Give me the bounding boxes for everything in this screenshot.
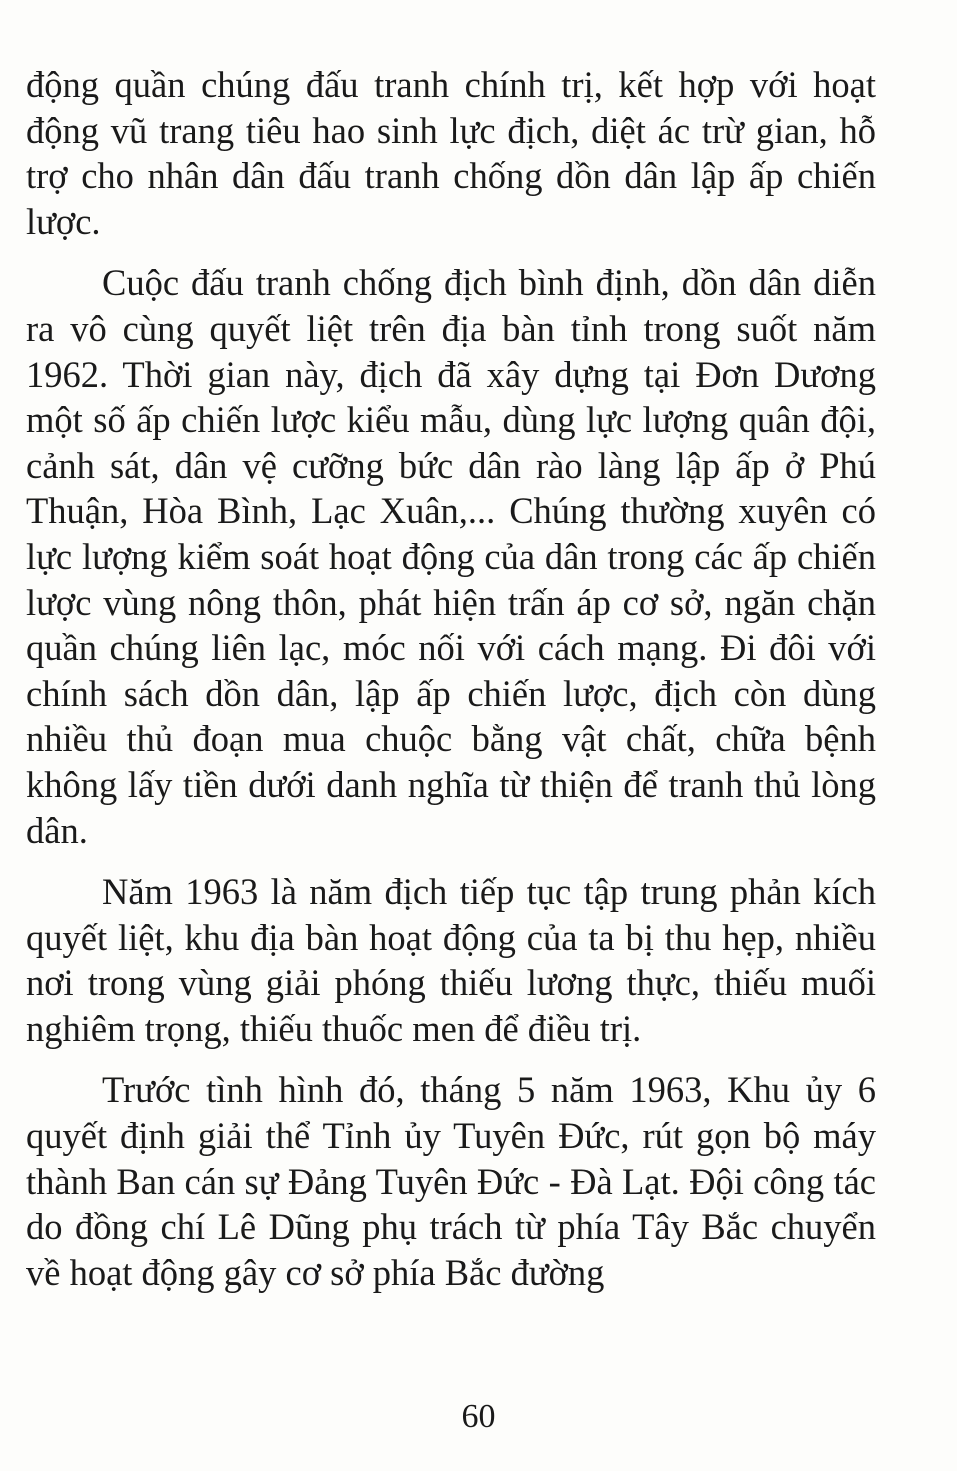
- page-number: 60: [461, 1398, 496, 1435]
- body-text: [26, 62, 876, 1295]
- paragraph-2: Cuộc đấu tranh chống địch bình định, dồn dân diễn ra vô cùng quyết liệt trên địa bàn tỉnh trong suốt năm 1962. Thời gian này, địch đã xây dựng tại Đơn Dương một số ấp chiến lược kiểu mẫu, dùng lực lượng quân đội, cảnh sát, dân vệ cưỡng bức dân rào làng lập ấp ở Phú Thuận, Hòa Bình, Lạc Xuân,... Chúng thường xuyên có lực lượng kiểm soát hoạt động của dân trong các ấp chiến lược vùng nông thôn, phát hiện trấn áp cơ sở, ngăn chặn quần chúng liên lạc, móc nối với cách mạng. Đi đôi với chính sách dồn dân, lập ấp chiến lược, địch còn dùng nhiều thủ đoạn mua chuộc bằng vật chất, chữa bệnh không lấy tiền dưới danh nghĩa từ thiện để tranh thủ lòng dân.: [26, 262, 876, 851]
- paragraph-1: động quần chúng đấu tranh chính trị, kết hợp với hoạt động vũ trang tiêu hao sinh lực địch, diệt ác trừ gian, hỗ trợ cho nhân dân đấu tranh chống dồn dân lập ấp chiến lược.: [26, 64, 876, 242]
- paragraph-3: Năm 1963 là năm địch tiếp tục tập trung phản kích quyết liệt, khu địa bàn hoạt động của ta bị thu hẹp, nhiều nơi trong vùng giải phóng thiếu lương thực, thiếu muối nghiêm trọng, thiếu thuốc men để điều trị.: [26, 871, 876, 1049]
- paragraph-4: Trước tình hình đó, tháng 5 năm 1963, Khu ủy 6 quyết định giải thể Tỉnh ủy Tuyên Đức, rút gọn bộ máy thành Ban cán sự Đảng Tuyên Đức - Đà Lạt. Đội công tác do đồng chí Lê Dũng phụ trách từ phía Tây Bắc chuyển về hoạt động gây cơ sở phía Bắc đường: [26, 1069, 876, 1293]
